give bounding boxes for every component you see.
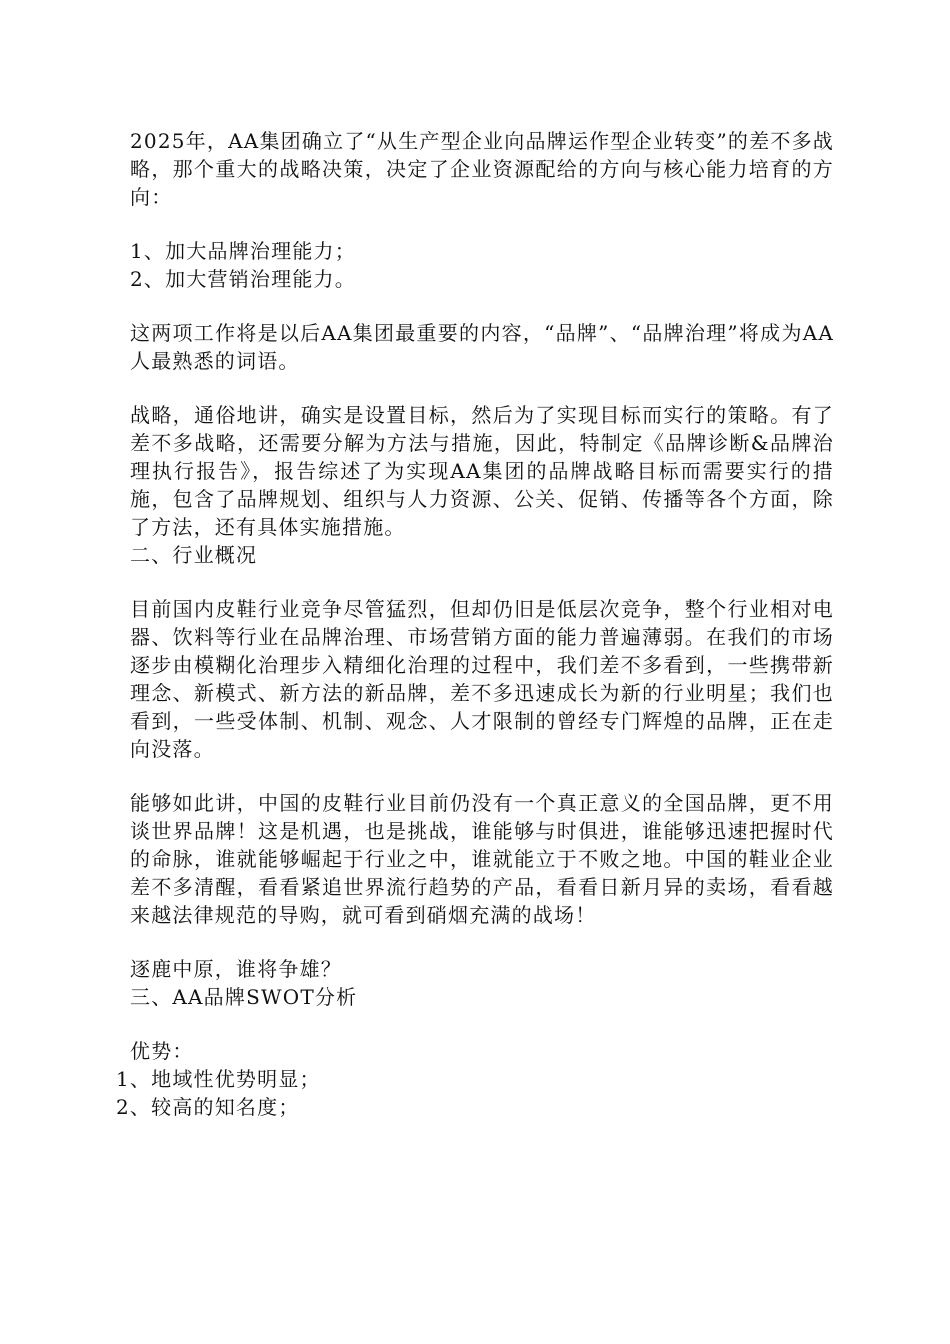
list-item: 1、加大品牌治理能力； <box>130 239 356 263</box>
opportunity-paragraph: 能够如此讲，中国的皮鞋行业目前仍没有一个真正意义的全国品牌，更不用谈世界品牌！这是机遇，也是挑战，谁能够与时俱进，谁能够迅速把握时代的命脉，谁就能够崛起于行业之中，谁就能立于不败之地。中国的鞋业企业差不多清醒，看看紧追世界流行趋势的产品，看看日新月异的卖场，看看越来越法律规范的导购，就可看到硝烟充满的战场！ <box>130 791 834 927</box>
intro-paragraph: 2025年，AA集团确立了“从生产型企业向品牌运作型企业转变”的差不多战略，那个重大的战略决策，决定了企业资源配给的方向与核心能力培育的方向： <box>130 129 834 209</box>
strengths-block <box>116 1037 834 1121</box>
rhetorical-question: 逐鹿中原，谁将争雄？ <box>130 957 342 981</box>
list-item: 2、加大营销治理能力。 <box>130 267 356 291</box>
strengths-label: 优势： <box>130 1039 194 1063</box>
strategy-list <box>116 237 834 293</box>
list-item: 1、地域性优势明显； <box>116 1067 321 1091</box>
strategy-paragraph: 战略，通俗地讲，确实是设置目标，然后为了实现目标而实行的策略。有了差不多战略，还需要分解为方法与措施，因此，特制定《品牌诊断&品牌治理执行报告》，报告综述了为实现AA集团的品牌战略目标而需要实行的措施，包含了品牌规划、组织与人力资源、公关、促销、传播等各个方面，除了方法，还有具体实施措施。 <box>130 403 834 539</box>
section-heading-industry: 二、行业概况 <box>130 543 258 567</box>
section-heading-swot: 三、AA品牌SWOT分析 <box>130 985 358 1009</box>
document-body <box>116 127 834 1121</box>
brand-importance-paragraph: 这两项工作将是以后AA集团最重要的内容，“品牌”、“品牌治理”将成为AA人最熟悉的词语。 <box>130 321 834 373</box>
list-item: 2、较高的知名度； <box>116 1095 300 1119</box>
industry-paragraph: 目前国内皮鞋行业竞争尽管猛烈，但却仍旧是低层次竞争，整个行业相对电器、饮料等行业在品牌治理、市场营销方面的能力普遍薄弱。在我们的市场逐步由模糊化治理步入精细化治理的过程中，我们差不多看到，一些携带新理念、新模式、新方法的新品牌，差不多迅速成长为新的行业明星；我们也看到，一些受体制、机制、观念、人才限制的曾经专门辉煌的品牌，正在走向没落。 <box>130 597 834 761</box>
